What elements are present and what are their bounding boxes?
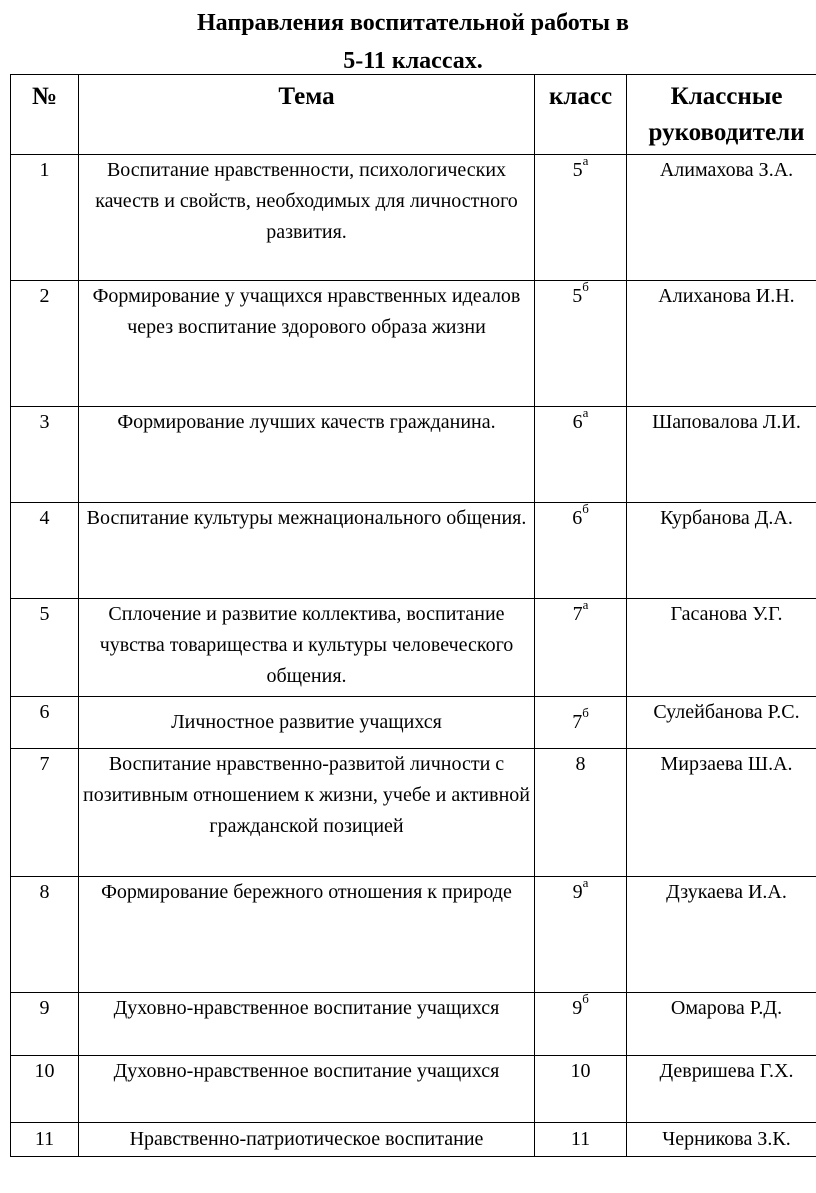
class-letter: б [582, 992, 589, 1007]
table-row [11, 155, 816, 281]
row-topic: Формирование лучших качеств гражданина. [79, 407, 535, 503]
table-row [11, 1056, 816, 1123]
class-letter: а [582, 598, 589, 613]
row-class [535, 503, 627, 599]
row-number: 2 [11, 281, 79, 407]
row-teacher: Сулейбанова Р.С. [627, 697, 816, 749]
row-topic: Формирование бережного отношения к природе [79, 877, 535, 993]
row-topic: Нравственно-патриотическое воспитание [79, 1123, 535, 1157]
table-row [11, 697, 816, 749]
row-class [535, 407, 627, 503]
class-number: 8 [575, 753, 586, 775]
class-number: 9 [572, 997, 583, 1019]
table-row [11, 599, 816, 697]
row-topic: Воспитание культуры межнационального общения. [79, 503, 535, 599]
header-teachers-line-2: руководители [648, 119, 805, 146]
row-number: 7 [11, 749, 79, 877]
row-number: 3 [11, 407, 79, 503]
row-topic: Духовно-нравственное воспитание учащихся [79, 1056, 535, 1123]
row-class [535, 155, 627, 281]
row-teacher: Алимахова З.А. [627, 155, 816, 281]
table-row [11, 407, 816, 503]
table-row [11, 281, 816, 407]
class-number: 10 [570, 1060, 591, 1082]
row-number: 8 [11, 877, 79, 993]
class-letter: б [582, 705, 589, 721]
work-directions-table [10, 74, 816, 1157]
class-letter: б [582, 280, 589, 295]
row-class [535, 281, 627, 407]
row-teacher: Девришева Г.Х. [627, 1056, 816, 1123]
row-teacher: Гасанова У.Г. [627, 599, 816, 697]
row-topic: Формирование у учащихся нравственных идеалов через воспитание здорового образа жизни [79, 281, 535, 407]
class-number: 9 [572, 881, 583, 903]
row-teacher: Омарова Р.Д. [627, 993, 816, 1056]
class-number: 7 [572, 603, 583, 625]
row-number: 5 [11, 599, 79, 697]
row-topic: Воспитание нравственности, психологических качеств и свойств, необходимых для личностного развития. [79, 155, 535, 281]
header-teachers-line-1: Классные [670, 83, 783, 110]
row-class [535, 993, 627, 1056]
table-row [11, 993, 816, 1056]
row-class [535, 697, 627, 749]
row-class [535, 877, 627, 993]
table-header-row [11, 75, 816, 155]
row-topic: Личностное развитие учащихся [79, 697, 535, 749]
class-letter: б [582, 502, 589, 517]
row-number: 11 [11, 1123, 79, 1157]
class-letter: а [582, 406, 589, 421]
row-teacher: Черникова З.К. [627, 1123, 816, 1157]
row-class [535, 1123, 627, 1157]
title-line-2: 5-11 классах. [343, 48, 483, 74]
row-teacher: Курбанова Д.А. [627, 503, 816, 599]
class-letter: а [582, 154, 589, 169]
class-number: 7 [572, 711, 583, 733]
title-line-1: Направления воспитательной работы в [197, 10, 629, 36]
row-number: 1 [11, 155, 79, 281]
document-title [0, 4, 816, 80]
class-number: 11 [570, 1128, 591, 1150]
row-topic: Воспитание нравственно-развитой личности с позитивным отношением к жизни, учебе и активной гражданской позицией [79, 749, 535, 877]
row-topic: Сплочение и развитие коллектива, воспитание чувства товарищества и культуры человеческого общения. [79, 599, 535, 697]
row-number: 10 [11, 1056, 79, 1123]
row-teacher: Мирзаева Ш.А. [627, 749, 816, 877]
row-class [535, 749, 627, 877]
class-number: 6 [572, 411, 583, 433]
table-row [11, 749, 816, 877]
table-row [11, 877, 816, 993]
row-number: 6 [11, 697, 79, 749]
row-teacher: Дзукаева И.А. [627, 877, 816, 993]
class-number: 5 [572, 159, 583, 181]
row-topic: Духовно-нравственное воспитание учащихся [79, 993, 535, 1056]
header-topic: Тема [79, 75, 535, 155]
header-class: класс [535, 75, 627, 155]
header-teachers [627, 75, 816, 155]
row-class [535, 599, 627, 697]
table-row [11, 1123, 816, 1157]
class-number: 5 [572, 285, 583, 307]
class-letter: а [582, 876, 589, 891]
table-row [11, 503, 816, 599]
class-number: 6 [572, 507, 583, 529]
row-teacher: Алиханова И.Н. [627, 281, 816, 407]
row-teacher: Шаповалова Л.И. [627, 407, 816, 503]
row-number: 4 [11, 503, 79, 599]
row-class [535, 1056, 627, 1123]
row-number: 9 [11, 993, 79, 1056]
header-number: № [11, 75, 79, 155]
